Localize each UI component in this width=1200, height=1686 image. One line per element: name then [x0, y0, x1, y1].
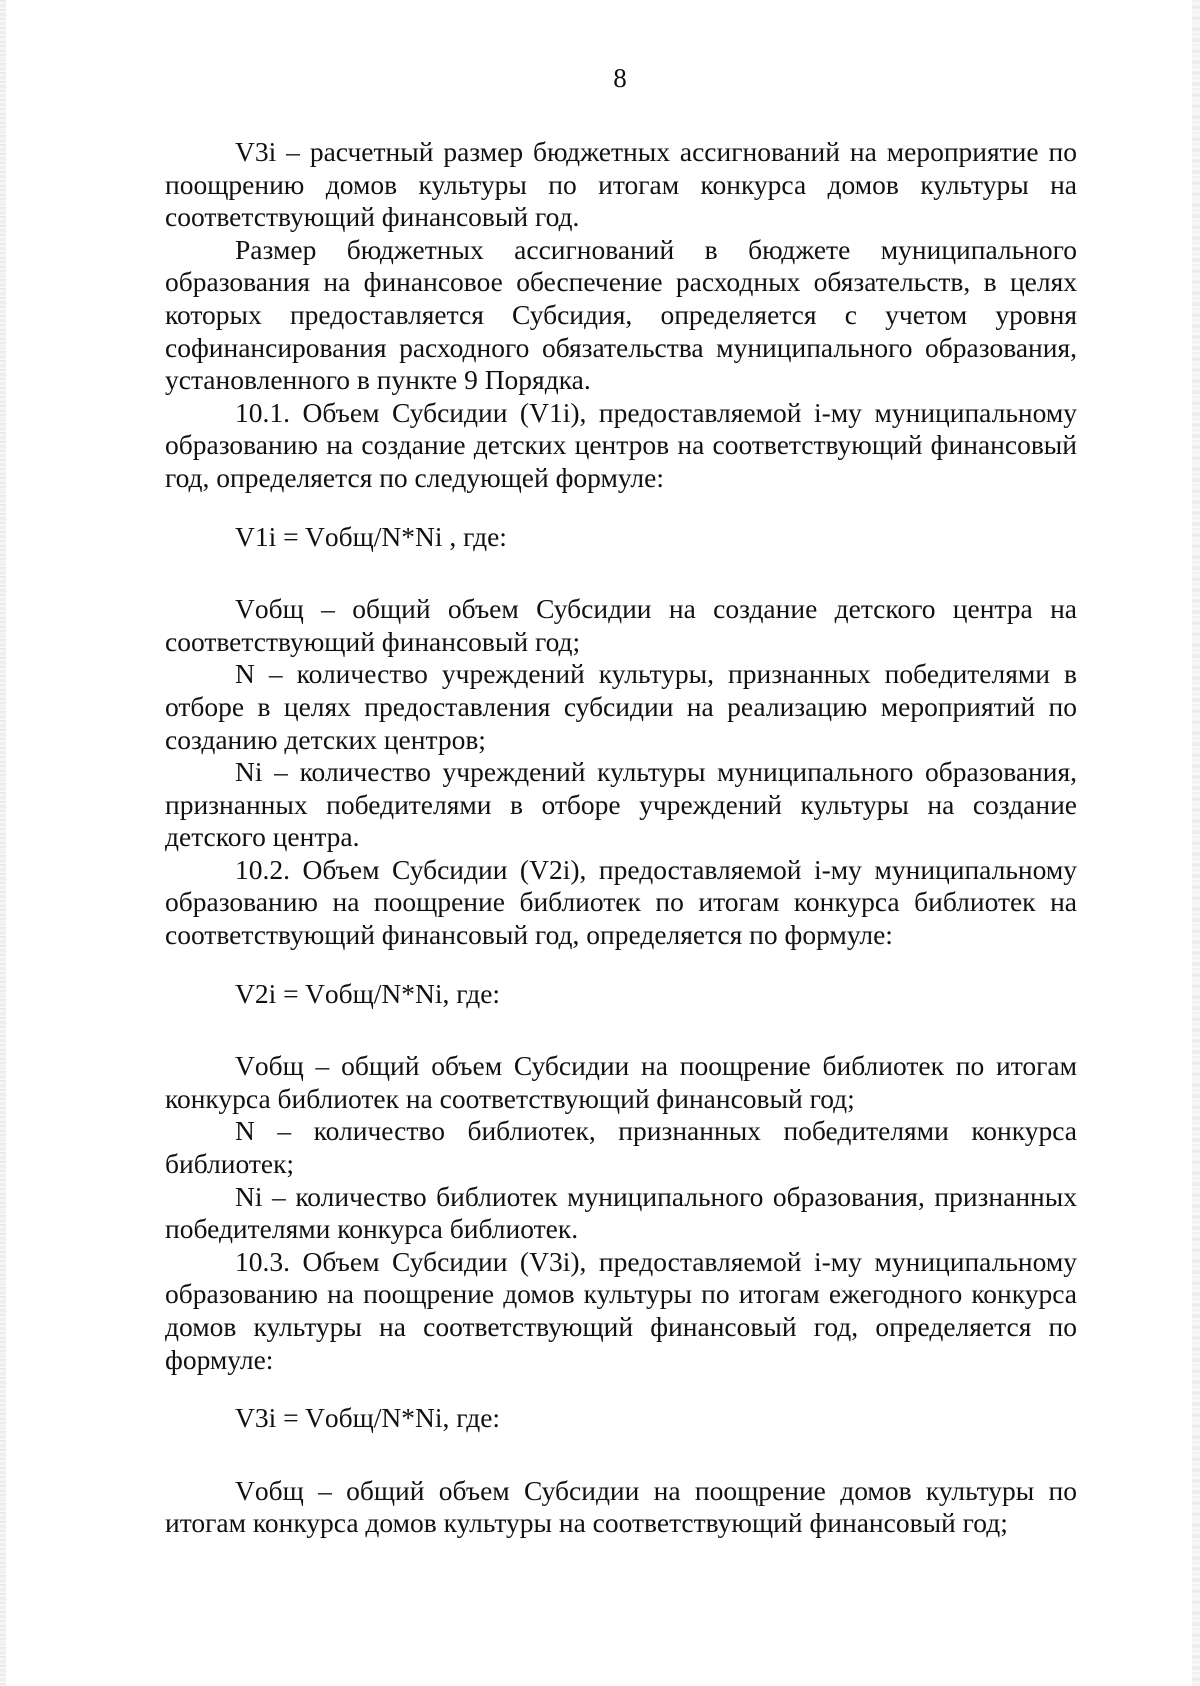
paragraph-vobshch-culture-houses: Vобщ – общий объем Субсидии на поощрение домов культуры по итогам конкурса домов культуры на соответствующий финансовый год; — [165, 1474, 1077, 1539]
formula-v3i: V3i = Vобщ/N*Ni, где: — [235, 1402, 501, 1434]
paragraph-10-2: 10.2. Объем Субсидии (V2i), предоставляемой i-му муниципальному образованию на поощрение библиотек по итогам конкурса библиотек на соответствующий финансовый год, определяется по формуле: — [165, 853, 1077, 951]
paragraph-10-1: 10.1. Объем Субсидии (V1i), предоставляемой i-му муниципальному образованию на создание детских центров на соответствующий финансовый год, определяется по следующей формуле: — [165, 396, 1077, 493]
paragraph-n-libraries: N – количество библиотек, признанных победителями конкурса библиотек; — [165, 1115, 1077, 1180]
formula-v2i: V2i = Vобщ/N*Ni, где: — [235, 977, 501, 1009]
paragraph-10-3: 10.3. Объем Субсидии (V3i), предоставляемой i-му муниципальному образованию на поощрение домов культуры по итогам ежегодного конкурса домов культуры на соответствующий финансовый год, определяется по формуле: — [165, 1245, 1077, 1375]
paragraph-n-institutions: N – количество учреждений культуры, признанных победителями в отборе в целях предоставления субсидии на реализацию мероприятий по созданию детских центров; — [165, 658, 1077, 755]
formula-v1i: V1i = Vобщ/N*Ni , где: — [235, 520, 507, 552]
page-number: 8 — [613, 63, 627, 93]
paragraph-budget-size: Размер бюджетных ассигнований в бюджете муниципального образования на финансовое обеспечение расходных обязательств, в целях которых предоставляется Субсидия, определяется с учетом уровня софинансирования расходного обязательства муниципального образования, установленного в пункте 9 Порядка. — [165, 233, 1077, 396]
document-body — [165, 136, 1077, 1540]
paragraph-v3i-definition: V3i – расчетный размер бюджетных ассигнований на мероприятие по поощрению домов культуры по итогам конкурса домов культуры на соответствующий финансовый год. — [165, 136, 1077, 233]
scan-edge-right — [1192, 0, 1200, 1686]
paragraph-ni-libraries: Ni – количество библиотек муниципального образования, признанных победителями конкурса библиотек. — [165, 1180, 1077, 1245]
paragraph-vobshch-children: Vобщ – общий объем Субсидии на создание детского центра на соответствующий финансовый год; — [165, 593, 1077, 657]
scan-edge-left — [0, 0, 6, 1686]
paragraph-vobshch-libraries: Vобщ – общий объем Субсидии на поощрение библиотек по итогам конкурса библиотек на соответствующий финансовый год; — [165, 1050, 1077, 1114]
paragraph-ni-institutions: Ni – количество учреждений культуры муниципального образования, признанных победителями в отборе учреждений культуры на создание детского центра. — [165, 756, 1077, 853]
